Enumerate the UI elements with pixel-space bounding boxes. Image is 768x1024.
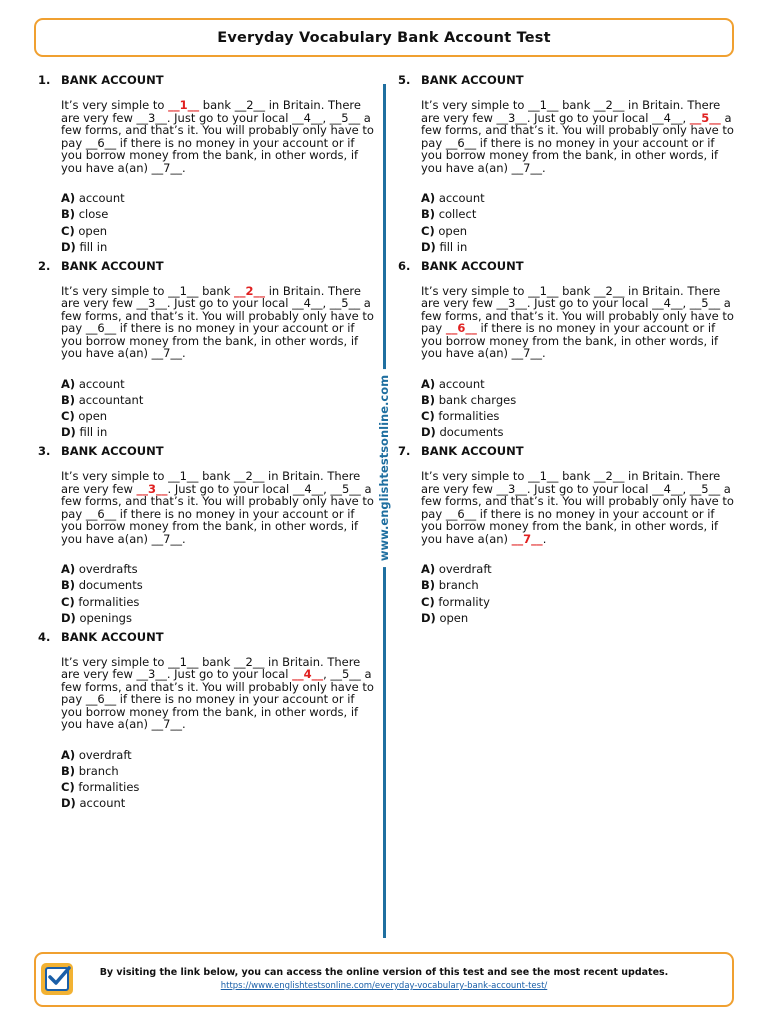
question-header	[398, 73, 718, 87]
passage-blank: __3__	[136, 110, 167, 125]
passage-blank: __4__	[292, 481, 324, 496]
option-text: documents	[439, 425, 504, 440]
highlighted-blank: __4__	[292, 667, 324, 682]
passage-text: ,	[323, 667, 331, 682]
question-number: 1.	[38, 73, 51, 87]
option-text: formality	[438, 594, 490, 609]
option-text: close	[78, 207, 109, 222]
highlighted-blank: __2__	[234, 283, 266, 298]
answer-option[interactable]	[421, 223, 485, 239]
option-letter: C)	[421, 594, 435, 609]
passage-blank: __7__	[151, 717, 182, 732]
passage-text: It’s very simple to	[61, 98, 169, 112]
option-letter: A)	[421, 191, 436, 205]
passage-text: . Just go to your local	[526, 296, 653, 311]
passage-blank: __7__	[511, 160, 542, 175]
answer-option[interactable]	[61, 763, 139, 779]
option-text: openings	[79, 610, 132, 625]
question-passage	[421, 470, 737, 546]
passage-text: bank	[558, 283, 595, 298]
question-number: 7.	[398, 444, 411, 458]
option-letter: B)	[61, 763, 76, 778]
highlighted-blank: __1__	[168, 98, 200, 112]
answer-options	[421, 190, 485, 255]
passage-text: It’s very simple to	[61, 283, 169, 298]
passage-text: ,	[322, 110, 330, 125]
passage-text: .	[182, 160, 186, 175]
question-header	[398, 259, 718, 273]
passage-text: if there is no money in your account or if you borrow money from the bank, in other words, if you have a(an)	[61, 692, 359, 732]
passage-blank: __3__	[496, 296, 527, 311]
answer-option[interactable]	[421, 610, 492, 626]
passage-blank: __2__	[234, 654, 265, 669]
option-letter: C)	[421, 409, 435, 424]
question-2	[38, 258, 374, 445]
option-letter: C)	[61, 223, 75, 238]
passage-blank: __4__	[652, 296, 683, 311]
passage-blank: __4__	[652, 110, 683, 125]
answer-option[interactable]	[61, 223, 125, 239]
option-text: fill in	[79, 239, 108, 254]
option-text: formalities	[438, 409, 500, 424]
option-letter: A)	[421, 562, 436, 576]
answer-option[interactable]	[421, 408, 516, 424]
option-letter: A)	[421, 376, 436, 391]
answer-options	[61, 747, 139, 812]
question-passage	[61, 656, 377, 732]
option-text: overdraft	[78, 747, 132, 762]
passage-blank: __5__	[689, 481, 721, 496]
passage-blank: __1__	[168, 469, 199, 483]
passage-blank: __6__	[85, 506, 117, 521]
passage-text: a few forms, and that’s it. You will probably only have to pay	[61, 667, 374, 707]
question-7	[398, 444, 734, 630]
passage-text: It’s very simple to	[61, 469, 169, 483]
footer-link[interactable]: https://www.englishtestsonline.com/everyday-vocabulary-bank-account-test/	[220, 981, 548, 991]
passage-blank: __2__	[594, 98, 625, 112]
answer-options	[61, 376, 143, 441]
passage-text: bank	[558, 98, 595, 112]
passage-blank: __5__	[329, 296, 361, 311]
passage-text: ,	[682, 296, 690, 311]
option-text: open	[439, 610, 469, 625]
option-letter: B)	[421, 392, 436, 407]
passage-text: It’s very simple to	[421, 283, 529, 298]
passage-text: . Just go to your local	[166, 296, 293, 311]
option-letter: D)	[421, 239, 436, 254]
passage-blank: __2__	[594, 469, 625, 483]
answer-option[interactable]	[61, 594, 143, 610]
question-number: 2.	[38, 258, 51, 273]
passage-blank: __2__	[234, 469, 265, 483]
passage-text: .	[182, 717, 186, 732]
passage-text: bank	[198, 283, 235, 298]
answer-option[interactable]	[61, 190, 125, 206]
footer-text: By visiting the link below, you can access the online version of this test and see the most recent updates.	[99, 967, 669, 978]
option-text: collect	[438, 207, 477, 222]
answer-option[interactable]	[61, 577, 143, 593]
answer-option[interactable]	[61, 239, 125, 255]
passage-text: in Britain. There are very few	[421, 469, 721, 496]
passage-blank: __4__	[652, 481, 683, 496]
passage-text: It’s very simple to	[421, 469, 529, 483]
highlighted-blank: __7__	[511, 531, 543, 546]
option-letter: C)	[421, 223, 435, 238]
option-letter: D)	[421, 425, 436, 440]
answer-option[interactable]	[421, 424, 516, 440]
option-text: open	[438, 223, 468, 238]
passage-blank: __2__	[234, 98, 266, 112]
option-text: bank charges	[438, 392, 517, 407]
passage-blank: __7__	[511, 346, 542, 361]
passage-text: in Britain. There are very few	[421, 98, 721, 125]
passage-text: bank	[558, 469, 595, 483]
passage-text: . Just go to your local	[167, 481, 293, 496]
question-passage	[61, 470, 377, 546]
answer-option[interactable]	[61, 424, 143, 440]
answer-options	[61, 561, 143, 626]
option-letter: A)	[61, 376, 76, 391]
question-title: BANK ACCOUNT	[61, 444, 164, 458]
question-passage	[421, 285, 737, 361]
passage-blank: __7__	[151, 531, 182, 546]
answer-options	[421, 376, 516, 441]
passage-blank: __6__	[445, 135, 477, 150]
passage-text: .	[542, 160, 546, 175]
passage-blank: __3__	[496, 110, 527, 125]
title-box	[34, 18, 734, 57]
option-text: overdrafts	[78, 562, 138, 576]
answer-option[interactable]	[61, 408, 143, 424]
option-text: documents	[78, 578, 143, 593]
answer-option[interactable]	[61, 610, 143, 626]
passage-text: bank	[198, 654, 235, 669]
question-header	[38, 73, 358, 87]
passage-text: if there is no money in your account or if you borrow money from the bank, in other words, if you have a(an)	[421, 506, 719, 546]
question-title: BANK ACCOUNT	[61, 73, 164, 87]
answer-option[interactable]	[421, 392, 516, 408]
option-letter: A)	[61, 562, 76, 576]
option-text: account	[438, 191, 485, 205]
left-column	[38, 73, 374, 815]
option-text: fill in	[439, 239, 468, 254]
question-passage	[61, 99, 377, 175]
option-letter: C)	[61, 594, 75, 609]
answer-option[interactable]	[421, 577, 492, 593]
answer-option[interactable]	[421, 206, 485, 222]
passage-blank: __3__	[136, 667, 167, 682]
passage-text: if there is no money in your account or if you borrow money from the bank, in other words, if you have a(an)	[421, 321, 719, 361]
passage-text: if there is no money in your account or if you borrow money from the bank, in other words, if you have a(an)	[61, 321, 359, 361]
question-header	[38, 259, 358, 273]
answer-option[interactable]	[61, 561, 143, 577]
passage-blank: __7__	[151, 160, 182, 175]
option-letter: B)	[421, 207, 436, 222]
site-url-vertical: www.englishtestsonline.com	[377, 369, 391, 567]
passage-blank: __3__	[496, 481, 527, 496]
passage-text: bank	[199, 98, 235, 112]
option-letter: C)	[61, 780, 75, 795]
passage-text: in Britain. There are very few	[61, 98, 361, 125]
question-number: 3.	[38, 444, 51, 458]
passage-text: a few forms, and that’s it. You will probably only have to pay	[421, 481, 734, 521]
answer-option[interactable]	[61, 392, 143, 408]
question-title: BANK ACCOUNT	[61, 258, 164, 273]
option-letter: C)	[61, 409, 75, 424]
right-column	[398, 73, 734, 630]
passage-text: a few forms, and that’s it. You will probably only have to pay	[61, 110, 374, 150]
answer-options	[421, 561, 492, 626]
passage-text: ,	[682, 481, 690, 496]
passage-text: ,	[323, 481, 331, 496]
passage-blank: __5__	[689, 296, 721, 311]
answer-option[interactable]	[421, 594, 492, 610]
option-text: account	[78, 376, 125, 391]
passage-text: It’s very simple to	[61, 654, 169, 669]
question-number: 5.	[398, 73, 411, 87]
passage-blank: __1__	[528, 98, 559, 112]
passage-text: .	[182, 531, 186, 546]
passage-text: bank	[198, 469, 235, 483]
answer-options	[61, 190, 125, 255]
passage-text: a few forms, and that’s it. You will probably only have to pay	[421, 110, 734, 150]
option-letter: B)	[61, 207, 76, 222]
passage-text: . Just go to your local	[166, 667, 293, 682]
page-title: Everyday Vocabulary Bank Account Test	[217, 29, 551, 46]
passage-text: ,	[322, 296, 330, 311]
option-letter: A)	[61, 191, 76, 205]
passage-text: in Britain. There are very few	[61, 283, 361, 311]
answer-option[interactable]	[61, 206, 125, 222]
passage-text: . Just go to your local	[166, 110, 293, 125]
passage-blank: __6__	[85, 135, 117, 150]
question-title: BANK ACCOUNT	[421, 444, 524, 458]
passage-text: in Britain. There are very few	[61, 654, 361, 682]
passage-blank: __4__	[292, 110, 323, 125]
option-text: formalities	[78, 780, 140, 795]
option-text: accountant	[78, 392, 144, 407]
question-header	[38, 444, 358, 458]
question-3	[38, 444, 374, 630]
question-header	[38, 630, 358, 644]
passage-text: .	[542, 531, 547, 546]
passage-text: ,	[682, 110, 690, 125]
option-letter: B)	[421, 578, 436, 593]
answer-option[interactable]	[421, 190, 485, 206]
question-6	[398, 258, 734, 445]
option-letter: B)	[61, 578, 76, 593]
passage-blank: __4__	[292, 296, 323, 311]
passage-blank: __6__	[445, 506, 477, 521]
option-text: overdraft	[438, 562, 492, 576]
question-title: BANK ACCOUNT	[421, 258, 524, 273]
passage-text: if there is no money in your account or if you borrow money from the bank, in other words, if you have a(an)	[61, 135, 359, 175]
passage-text: a few forms, and that’s it. You will probably only have to pay	[421, 296, 734, 336]
answer-option[interactable]	[421, 239, 485, 255]
answer-option[interactable]	[61, 779, 139, 795]
passage-blank: __5__	[329, 110, 361, 125]
option-letter: A)	[61, 747, 76, 762]
passage-blank: __5__	[330, 667, 361, 682]
option-letter: B)	[61, 392, 76, 407]
question-1	[38, 73, 374, 259]
question-header	[398, 444, 718, 458]
passage-blank: __6__	[85, 321, 117, 336]
option-letter: D)	[61, 796, 76, 811]
passage-blank: __1__	[528, 283, 559, 298]
passage-text: in Britain. There are very few	[421, 283, 721, 311]
passage-text: in Britain. There are very few	[61, 469, 361, 496]
option-text: open	[78, 223, 108, 238]
question-5	[398, 73, 734, 259]
passage-text: .	[542, 346, 546, 361]
option-text: open	[78, 409, 108, 424]
passage-text: . Just go to your local	[526, 110, 653, 125]
question-title: BANK ACCOUNT	[421, 73, 524, 87]
option-text: branch	[438, 578, 479, 593]
option-text: account	[78, 191, 125, 205]
passage-text: .	[182, 346, 186, 361]
question-passage	[61, 285, 377, 361]
question-number: 4.	[38, 629, 51, 644]
highlighted-blank: __5__	[689, 110, 721, 125]
answer-option[interactable]	[421, 376, 516, 392]
question-passage	[421, 99, 737, 175]
option-text: branch	[78, 763, 119, 778]
passage-blank: __6__	[85, 692, 117, 707]
answer-option[interactable]	[421, 561, 492, 577]
answer-option[interactable]	[61, 747, 139, 763]
passage-text: a few forms, and that’s it. You will probably only have to pay	[61, 296, 374, 336]
highlighted-blank: __6__	[445, 321, 477, 336]
passage-blank: __1__	[168, 283, 199, 298]
passage-blank: __1__	[528, 469, 559, 483]
option-text: formalities	[78, 594, 140, 609]
option-letter: D)	[61, 239, 76, 254]
option-text: account	[438, 376, 485, 391]
passage-text: a few forms, and that’s it. You will probably only have to pay	[61, 481, 374, 521]
highlighted-blank: __3__	[136, 481, 168, 496]
option-letter: D)	[61, 610, 76, 625]
passage-blank: __2__	[594, 283, 625, 298]
passage-blank: __5__	[330, 481, 361, 496]
option-letter: D)	[61, 425, 76, 440]
question-title: BANK ACCOUNT	[61, 629, 164, 644]
passage-blank: __1__	[168, 654, 199, 669]
passage-text: It’s very simple to	[421, 98, 529, 112]
option-text: fill in	[79, 425, 108, 440]
answer-option[interactable]	[61, 795, 139, 811]
passage-blank: __3__	[136, 296, 167, 311]
option-text: account	[79, 796, 126, 811]
question-number: 6.	[398, 258, 411, 273]
passage-text: if there is no money in your account or if you borrow money from the bank, in other words, if you have a(an)	[61, 506, 359, 546]
footer-box	[34, 952, 734, 1007]
answer-option[interactable]	[61, 376, 143, 392]
passage-text: if there is no money in your account or if you borrow money from the bank, in other words, if you have a(an)	[421, 135, 719, 175]
passage-text: . Just go to your local	[526, 481, 653, 496]
question-4	[38, 629, 374, 816]
option-letter: D)	[421, 610, 436, 625]
passage-blank: __7__	[151, 346, 182, 361]
